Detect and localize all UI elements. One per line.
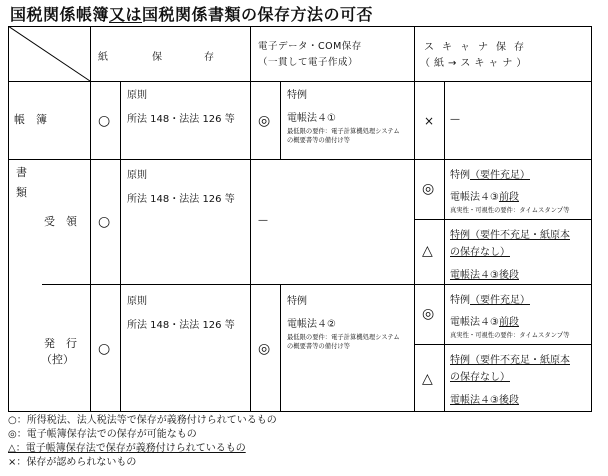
double-circle-icon: ◎: [258, 113, 271, 129]
header-electronic-2: （一貫して電子作成）: [258, 57, 359, 68]
cell-law-e4-3-front: 電帳法４③前段: [450, 192, 519, 203]
cell-req-system-2: の概要書等の備付け等: [287, 343, 350, 350]
circle-icon: ○: [98, 113, 111, 129]
cell-special-ok: 特例（要件充足）: [450, 170, 530, 181]
cell-law: 所法 148・法法 126 等: [127, 194, 235, 205]
cell-law-e4-3-back: 電帳法４③後段: [450, 395, 519, 406]
page-title: 国税関係帳簿又は国税関係書類の保存方法の可否: [10, 5, 374, 24]
cross-icon: ×: [424, 114, 435, 128]
cell-req-timestamp: 真実性・可視性の要件：タイムスタンプ等: [450, 207, 570, 214]
header-electronic-1: 電子データ・COM保存: [258, 41, 362, 52]
cell-law-e4-3-back: 電帳法４③後段: [450, 270, 519, 281]
row-label-docs-2: 類: [16, 186, 27, 199]
cell-law-e4-2: 電帳法４②: [287, 319, 336, 330]
legend-double-circle: ◎：電子帳簿保存法での保存が可能なもの: [8, 429, 197, 440]
legend-triangle: △：電子帳簿保存法で保存が義務付けられているもの: [8, 443, 246, 454]
legend-circle: ○：所得税法、法人税法等で保存が義務付けられているもの: [8, 415, 277, 426]
cell-special-ng: 特例（要件不充足・紙原本: [450, 230, 570, 241]
row-label-docs-1: 書: [16, 166, 27, 179]
cell-req-system-2: の概要書等の備付け等: [287, 137, 350, 144]
cell-principle: 原則: [127, 170, 147, 181]
double-circle-icon: ◎: [422, 181, 435, 197]
cell-law-e4-1: 電帳法４①: [287, 113, 336, 124]
cell-law-e4-3-front: 電帳法４③前段: [450, 317, 519, 328]
header-scanner-1: スキャナ保存: [424, 42, 532, 53]
circle-icon: ○: [98, 214, 111, 230]
row-label-issued-2: （控）: [41, 353, 74, 366]
cell-special-ng-cond: の保存なし）: [450, 247, 510, 258]
cell-special-ng-cond: の保存なし）: [450, 372, 510, 383]
circle-icon: ○: [98, 341, 111, 357]
cell-law: 所法 148・法法 126 等: [127, 114, 235, 125]
cell-dash: —: [450, 114, 460, 125]
header-diagonal: [8, 26, 91, 82]
cell-special-ok: 特例（要件充足）: [450, 295, 530, 306]
double-circle-icon: ◎: [422, 306, 435, 322]
row-label-issued-1: 発 行: [44, 337, 77, 350]
cell-req-timestamp: 真実性・可視性の要件：タイムスタンプ等: [450, 332, 570, 339]
header-scanner-2: （紙→スキャナ）: [420, 58, 531, 69]
cell-principle: 原則: [127, 296, 147, 307]
header-paper-1: 紙: [98, 52, 109, 63]
header-paper-3: 存: [204, 52, 215, 63]
cell-req-system-1: 最低限の要件：電子計算機処理システム: [287, 334, 400, 341]
double-circle-icon: ◎: [258, 341, 271, 357]
cell-special: 特例: [287, 296, 307, 307]
cell-special-ng: 特例（要件不充足・紙原本: [450, 355, 570, 366]
row-label-books: 帳 簿: [14, 113, 47, 126]
cell-law: 所法 148・法法 126 等: [127, 320, 235, 331]
row-label-received: 受 領: [44, 215, 77, 228]
triangle-icon: △: [422, 371, 433, 387]
triangle-icon: △: [422, 243, 433, 259]
cell-principle: 原則: [127, 90, 147, 101]
header-paper-2: 保: [152, 52, 163, 63]
cell-req-system-1: 最低限の要件：電子計算機処理システム: [287, 128, 400, 135]
cell-special: 特例: [287, 90, 307, 101]
cell-dash: —: [258, 215, 268, 226]
legend-cross: ×：保存が認められないもの: [8, 457, 137, 468]
